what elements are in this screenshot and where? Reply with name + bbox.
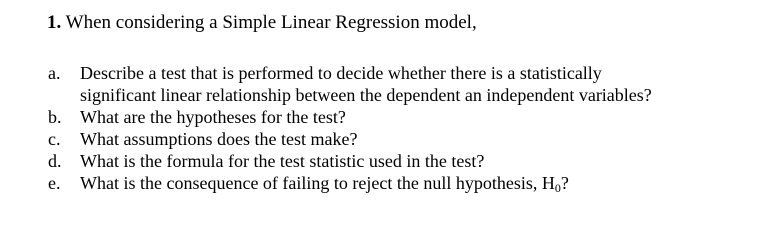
subpart-c-text: What assumptions does the test make? bbox=[80, 129, 358, 149]
subpart-e-text-before: What is the consequence of failing to reject the null hypothesis, H bbox=[80, 173, 555, 193]
subpart-e-text bbox=[80, 172, 652, 194]
subpart-d bbox=[48, 150, 652, 172]
question-text: When considering a Simple Linear Regression model, bbox=[65, 12, 477, 33]
subpart-a-line-1: Describe a test that is performed to decide whether there is a statistically bbox=[80, 63, 602, 83]
subpart-marker: e. bbox=[48, 173, 61, 193]
question-number: 1. bbox=[47, 12, 62, 33]
subpart-a-line-2: significant linear relationship between the dependent an independent variables? bbox=[80, 85, 652, 105]
subpart-c bbox=[48, 128, 652, 150]
subpart-list bbox=[48, 62, 652, 194]
question-heading bbox=[47, 12, 477, 34]
subpart-d-text: What is the formula for the test statistic used in the test? bbox=[80, 151, 485, 171]
subpart-marker: a. bbox=[48, 63, 61, 83]
subpart-b-text: What are the hypotheses for the test? bbox=[80, 107, 346, 127]
subpart-marker: b. bbox=[48, 107, 62, 127]
subpart-a bbox=[48, 62, 652, 106]
subpart-e bbox=[48, 172, 652, 194]
subpart-marker: c. bbox=[48, 129, 61, 149]
subpart-b bbox=[48, 106, 652, 128]
subpart-marker: d. bbox=[48, 151, 62, 171]
null-hypothesis-subscript: 0 bbox=[554, 181, 561, 195]
subpart-e-text-after: ? bbox=[560, 173, 569, 193]
